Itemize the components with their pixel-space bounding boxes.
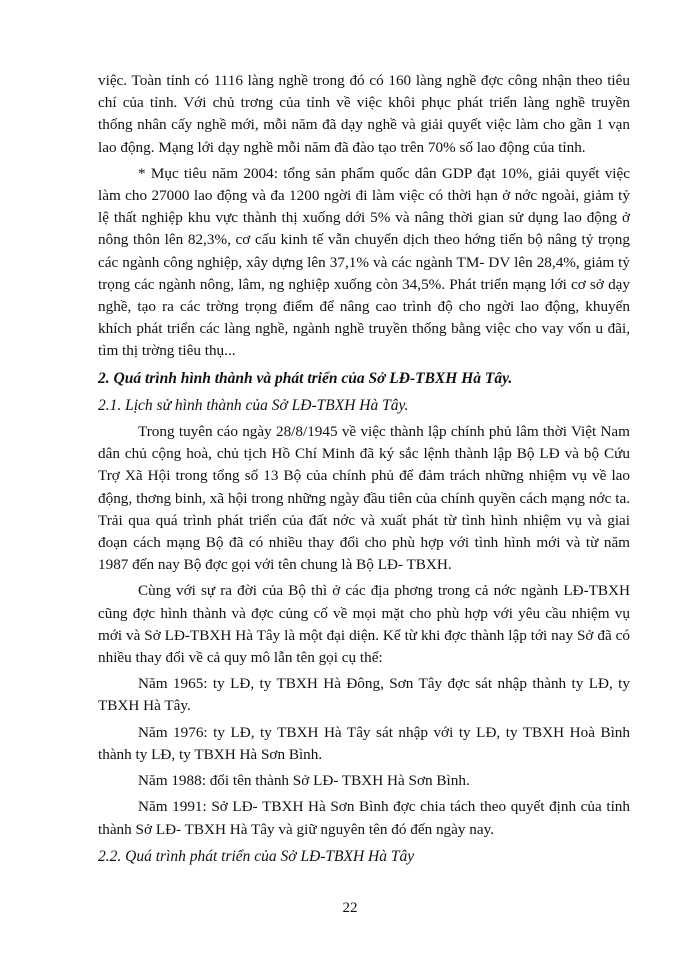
subsection-heading-2-2: 2.2. Quá trình phát triển của Sở LĐ-TBXH Hà Tây (98, 847, 415, 865)
page-number: 22 (342, 900, 358, 916)
section-heading-2: 2. Quá trình hình thành và phát triển của Sở LĐ-TBXH Hà Tây. (98, 369, 513, 387)
paragraph-year-1965: Năm 1965: ty LĐ, ty TBXH Hà Đông, Sơn Tây đợc sát nhập thành ty LĐ, ty TBXH Hà Tây. (98, 675, 630, 715)
subsection-heading-2-1: 2.1. Lịch sử hình thành của Sở LĐ-TBXH Hà Tây. (98, 396, 409, 414)
paragraph-year-1976: Năm 1976: ty LĐ, ty TBXH Hà Tây sát nhập với ty LĐ, ty TBXH Hoà Bình thành ty LĐ, ty TBXH Hà Sơn Bình. (98, 723, 630, 763)
paragraph-village-crafts: việc. Toàn tỉnh có 1116 làng nghề trong đó có 160 làng nghề đợc công nhận theo tiêu chí của tỉnh. Với chủ trơng của tỉnh về việc khôi phục phát triển làng nghề truyền thống nhân cấy nghề mới, mỗi năm đã dạy nghề và giải quyết việc làm cho gần 1 vạn lao động. Mạng lới dạy nghề mỗi năm đã đào tạo trên 70% số lao động của tỉnh. (98, 72, 630, 156)
paragraph-year-1991: Năm 1991: Sở LĐ- TBXH Hà Sơn Bình đợc chia tách theo quyết định của tỉnh thành Sở LĐ- TBXH Hà Tây và giữ nguyên tên đó đến ngày nay. (98, 798, 630, 838)
paragraph-history: Trong tuyên cáo ngày 28/8/1945 về việc thành lập chính phủ lâm thời Việt Nam dân chủ cộng hoà, chủ tịch Hồ Chí Minh đã ký sắc lệnh thành lập Bộ LĐ và bộ Cứu Trợ Xã Hội trong tổng số 13 Bộ của chính phủ để đảm trách những nhiệm vụ về lao động, thơng binh, xã hội trong những ngày đầu tiên của chính quyền cách mạng nớc ta. Trải qua quá trình phát triển của đất nớc và xuất phát từ tình hình nhiệm vụ và giai đoạn cách mạng Bộ đã có nhiều thay đổi cho phù hợp với tình hình mới và từ năm 1987 đến nay Bộ đợc gọi với tên chung là Bộ LĐ- TBXH. (98, 423, 630, 574)
paragraph-local-departments: Cùng với sự ra đời của Bộ thì ở các địa phơng trong cả nớc ngành LĐ-TBXH cũng đợc hình thành và đợc củng cố về mọi mặt cho phù hợp với yêu cầu nhiệm vụ mới và Sở LĐ-TBXH Hà Tây là một đại diện. Kể từ khi đợc thành lập tới nay Sở đã có nhiều thay đổi về cả quy mô lẫn tên gọi cụ thể: (98, 582, 630, 667)
paragraph-year-1988: Năm 1988: đổi tên thành Sở LĐ- TBXH Hà Sơn Bình. (138, 772, 470, 790)
paragraph-targets-2004: * Mục tiêu năm 2004: tổng sản phẩm quốc dân GDP đạt 10%, giải quyết việc làm cho 27000 lao động và đa 1200 ngời đi làm việc có thời hạn ở nớc ngoài, giảm tỷ lệ thất nghiệp khu vực thành thị xuống dới 5% và nâng thời gian sử dụng lao động ở nông thôn lên 82,3%, cơ cấu kinh tế vẫn chuyển dịch theo hớng tiến bộ nâng tỷ trọng các ngành công nghiệp, xây dựng lên 37,1% và các ngành TM- DV lên 28,4%, giảm tỷ trọng các ngành nông, lâm, ng nghiệp xuống còn 34,5%. Phát triển mạng lới cơ sở dạy nghề, tạo ra các trờng trọng điểm để nâng cao trình độ cho ngời lao động, khuyến khích phát triển các làng nghề, ngành nghề truyền thống bằng việc cho vay vốn u đãi, tìm thị trờng tiêu thụ... (98, 164, 630, 360)
